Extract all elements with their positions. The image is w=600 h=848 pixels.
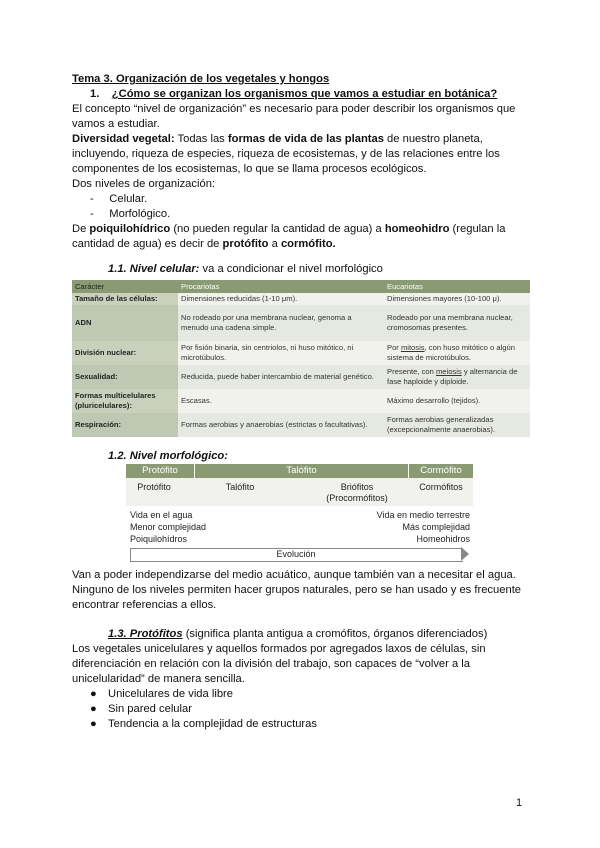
- table-row: [72, 341, 530, 365]
- table-cell: Formas aerobias y anaerobias (estrictas o facultativas).: [178, 413, 384, 437]
- arrowhead-icon: [461, 547, 469, 561]
- bullet-icon: ●: [90, 703, 97, 715]
- bullet-icon: ●: [90, 688, 97, 700]
- protofitos-bullet-list: [72, 687, 317, 732]
- row-label: Respiración:: [72, 413, 178, 437]
- section-1-1-heading: [108, 262, 528, 277]
- cormofito-bold: cormófito.: [280, 238, 336, 250]
- protofitos-line-2: diferenciación en relación con la división del trabajo, son capaces de “volver a la: [72, 658, 471, 670]
- after-line-1: Van a poder independizarse del medio acuático, aunque también van a necesitar el agua.: [72, 569, 516, 581]
- diagram-sub-procormofitos: (Procormófitos): [326, 493, 388, 503]
- bullet-icon: ●: [90, 718, 97, 730]
- diagram-header-cormofito: Cormófito: [409, 464, 473, 478]
- homeohidro-bold: homeohidro: [384, 223, 450, 235]
- diagram-right-label: Vida en medio terrestre: [376, 510, 470, 520]
- mitosis-link: mitosis: [400, 343, 425, 352]
- diversidad-label: Diversidad vegetal:: [72, 133, 175, 145]
- table-cell: No rodeado por una membrana nuclear, genoma a menudo una cadena simple.: [178, 305, 384, 341]
- table-row: [72, 365, 530, 389]
- dash-marker: -: [90, 208, 94, 220]
- diagram-right-label: Homeohidros: [416, 534, 470, 544]
- page-number: 1: [516, 797, 523, 809]
- list-item-text: Tendencia a la complejidad de estructuras: [108, 718, 317, 730]
- section-1-1-title: 1.1. Nivel celular:: [108, 263, 200, 275]
- evolution-label: Evolución: [276, 549, 316, 559]
- question-heading: [90, 87, 530, 102]
- meiosis-link: meiosis: [435, 367, 462, 376]
- cell-text: Presente, con: [387, 367, 436, 376]
- protofito-bold: protófito: [222, 238, 269, 250]
- table-cell: Por fisión binaria, sin centriolos, ni huso mitótico, ni microtúbulos.: [178, 341, 384, 365]
- diversidad-bold: formas de vida de las plantas: [227, 133, 384, 145]
- poiqui-line-2: [72, 237, 532, 252]
- list-item-text: Sin pared celular: [108, 703, 192, 715]
- diagram-header-talofito: Talófito: [195, 464, 408, 478]
- diversidad-line-1: [72, 132, 532, 147]
- level-item: [90, 192, 390, 207]
- protofitos-line-3: unicelularidad” de manera sencilla.: [72, 673, 245, 685]
- level-text: Morfológico.: [109, 208, 171, 220]
- cell-comparison-table: [72, 280, 530, 437]
- poiqui-text: cantidad de agua) es decir de: [72, 238, 223, 250]
- section-1-2-title: 1.2. Nivel morfológico:: [108, 450, 228, 462]
- section-1-3-title: 1.3. Protófitos: [108, 628, 183, 640]
- question-text: ¿Cómo se organizan los organismos que vamos a estudiar en botánica?: [111, 88, 498, 100]
- cell-text: , con huso mitótico o algún sistema de microtúbulos.: [387, 343, 515, 362]
- table-cell: Dimensiones mayores (10-100 μ).: [384, 293, 530, 305]
- row-label: Formas multicelulares (pluricelulares):: [72, 389, 178, 413]
- diagram-sub-briofitos: Briófitos: [340, 482, 374, 492]
- row-label: Tamaño de las células:: [72, 293, 178, 305]
- after-line-3: encontrar referencias a ellos.: [72, 599, 217, 611]
- table-row: [72, 389, 530, 413]
- cell-text: y alternancia de fase haploide y diploide.: [387, 367, 518, 386]
- diagram-right-label: Más complejidad: [402, 522, 470, 532]
- diversidad-line-4: Dos niveles de organización:: [72, 178, 216, 190]
- poiqui-text: a: [268, 238, 281, 250]
- diagram-sub-protofito: Protófito: [137, 482, 171, 492]
- protofitos-line-1: Los vegetales unicelulares y aquellos formados por agregados laxos de células, sin: [72, 643, 486, 655]
- row-label: División nuclear:: [72, 341, 178, 365]
- table-cell: [384, 341, 530, 365]
- table-header-row: [72, 280, 530, 293]
- list-item: [72, 687, 317, 702]
- diversidad-text: Todas las: [174, 133, 228, 145]
- diversidad-line-3: componentes de los ecosistemas, lo que se llama procesos ecológicos.: [72, 163, 427, 175]
- diagram-left-label: Menor complejidad: [130, 522, 207, 532]
- table-header-cell: Carácter: [72, 280, 178, 293]
- row-label: Sexualidad:: [72, 365, 178, 389]
- row-label: ADN: [72, 305, 178, 341]
- section-1-3-text: (significa planta antigua a cromófitos, órganos diferenciados): [182, 628, 488, 640]
- table-header-cell: Procariotas: [178, 280, 384, 293]
- table-cell: Formas aerobias generalizadas (excepcionalmente anaerobias).: [384, 413, 530, 437]
- list-item: [72, 717, 317, 732]
- after-line-2: Ninguno de los niveles permiten hacer grupos naturales, pero se han usado y es frecuente: [72, 584, 522, 596]
- poiqui-text: De: [72, 223, 90, 235]
- diagram-left-label: Vida en el agua: [130, 510, 193, 520]
- list-item-text: Unicelulares de vida libre: [108, 688, 233, 700]
- table-cell: [384, 365, 530, 389]
- intro-line-2: vamos a estudiar.: [72, 118, 160, 130]
- question-number: 1.: [90, 88, 100, 100]
- poiqui-bold: poiquilohídrico: [89, 223, 171, 235]
- diversidad-line-2: incluyendo, riqueza de especies, riqueza de ecosistemas, y de las relaciones entre los: [72, 148, 500, 160]
- list-item: [72, 702, 317, 717]
- level-item: [90, 207, 390, 222]
- table-cell: Máximo desarrollo (tejidos).: [384, 389, 530, 413]
- diagram-header-protofito: Protófito: [126, 464, 194, 478]
- cell-text: Por: [387, 343, 401, 352]
- dash-marker: -: [90, 193, 94, 205]
- diversidad-text-end: de nuestro planeta,: [383, 133, 483, 145]
- table-cell: Escasas.: [178, 389, 384, 413]
- table-cell: Reducida, puede haber intercambio de material genético.: [178, 365, 384, 389]
- poiqui-text: (no pueden regular la cantidad de agua) a: [170, 223, 385, 235]
- level-text: Celular.: [109, 193, 148, 205]
- section-1-3-heading: [108, 627, 532, 642]
- diagram-sub-cormofitos: Cormófitos: [419, 482, 463, 492]
- document-title: Tema 3. Organización de los vegetales y hongos: [72, 73, 330, 85]
- section-1-1-text: va a condicionar el nivel morfológico: [199, 263, 383, 275]
- table-header-cell: Eucariotas: [384, 280, 530, 293]
- table-row: [72, 305, 530, 341]
- poiqui-line-1: [72, 222, 532, 237]
- diagram-left-label: Poiquilohídros: [130, 534, 188, 544]
- table-row: [72, 413, 530, 437]
- table-row: [72, 293, 530, 305]
- table-cell: Dimensiones reducidas (1-10 μm).: [178, 293, 384, 305]
- table-cell: Rodeado por una membrana nuclear, cromosomas presentes.: [384, 305, 530, 341]
- diagram-sub-talofito: Talófito: [225, 482, 255, 492]
- intro-line-1: El concepto “nivel de organización” es necesario para poder describir los organismos que: [72, 103, 516, 115]
- poiqui-text: (regulan la: [449, 223, 506, 235]
